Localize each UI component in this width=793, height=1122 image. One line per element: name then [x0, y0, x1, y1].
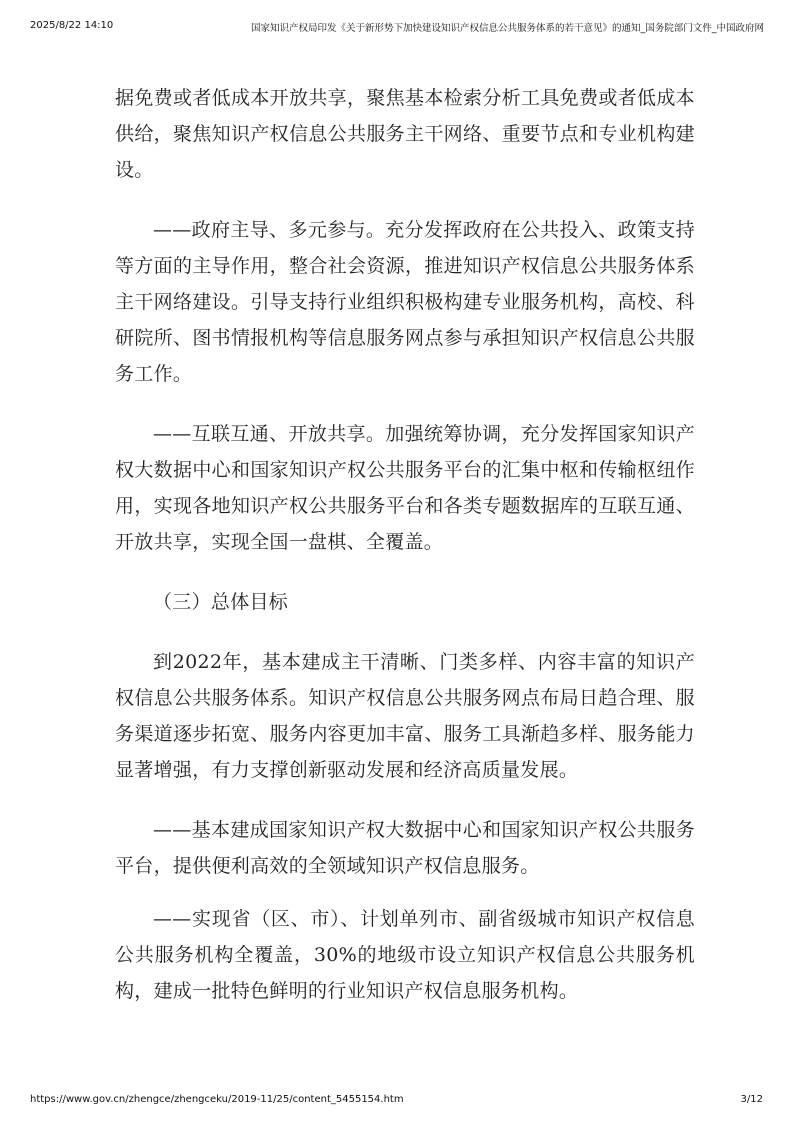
paragraph-full-coverage: ——实现省（区、市）、计划单列市、副省级城市知识产权信息公共服务机构全覆盖，30%的地级市设立知识产权信息公共服务机构，建成一批特色鲜明的行业知识产权信息服务机构。: [115, 908, 695, 1002]
article-body: [115, 80, 695, 1033]
paragraph-big-data-center: ——基本建成国家知识产权大数据中心和国家知识产权公共服务平台，提供便利高效的全领域知识产权信息服务。: [115, 819, 695, 877]
print-date: 2025/8/22 14:10: [30, 20, 114, 31]
print-header: [0, 20, 793, 40]
paragraph-continuation: 据免费或者低成本开放共享，聚焦基本检索分析工具免费或者低成本供给，聚焦知识产权信息公共服务主干网络、重要节点和专业机构建设。: [115, 87, 695, 181]
section-heading-overall-goals: （三）总体目标: [153, 591, 289, 613]
print-footer: [0, 1094, 793, 1114]
page-number: 3/12: [740, 1094, 763, 1105]
paragraph-2022-goal: 到2022年，基本建成主干清晰、门类多样、内容丰富的知识产权信息公共服务体系。知识产权信息公共服务网点布局日趋合理、服务渠道逐步拓宽、服务内容更加丰富、服务工具渐趋多样、服务能力显著增强，有力支撑创新驱动发展和经济高质量发展。: [115, 651, 695, 781]
paragraph-government-led: ——政府主导、多元参与。充分发挥政府在公共投入、政策支持等方面的主导作用，整合社会资源，推进知识产权信息公共服务体系主干网络建设。引导支持行业组织积极构建专业服务机构，高校、科研院所、图书情报机构等信息服务网点参与承担知识产权信息公共服务工作。: [115, 219, 695, 385]
source-url: https://www.gov.cn/zhengce/zhengceku/2019-11/25/content_5455154.htm: [30, 1094, 404, 1105]
paragraph-interconnection: ——互联互通、开放共享。加强统筹协调，充分发挥国家知识产权大数据中心和国家知识产权公共服务平台的汇集中枢和传输枢纽作用，实现各地知识产权公共服务平台和各类专题数据库的互联互通、开放共享，实现全国一盘棋、全覆盖。: [115, 423, 695, 553]
print-page-title: 国家知识产权局印发《关于新形势下加快建设知识产权信息公共服务体系的若干意见》的通知_国务院部门文件_中国政府网: [250, 23, 764, 34]
